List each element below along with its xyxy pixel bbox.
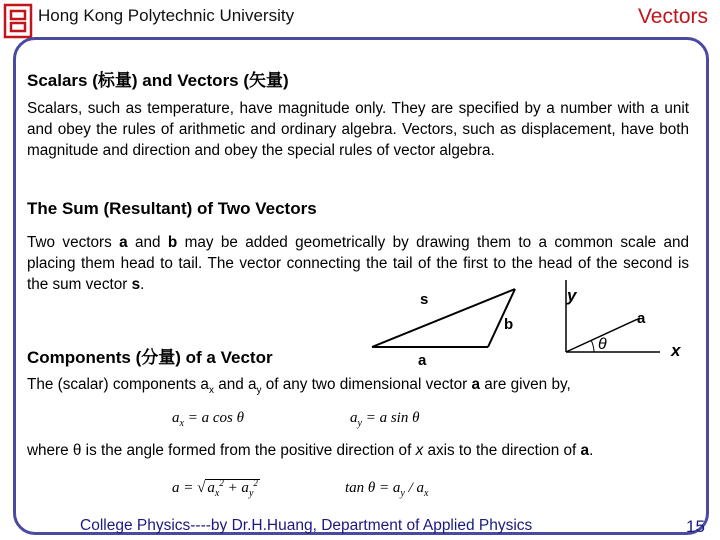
equation-ax: $a_x = a$ cos θ bbox=[172, 410, 244, 429]
equation-tan: $\tan \theta = a_y / a_x$ bbox=[345, 480, 429, 499]
section-title-components: Components (分量) of a Vector bbox=[27, 348, 273, 367]
section-body-scalars-vectors: Scalars, such as temperature, have magnitude only. They are specified by a number with a unit and obey the rules of arithmetic and ordinary algebra. Vectors, such as displacement, have both magnitude and direction and obey the special rules of vector algebra. bbox=[27, 100, 689, 159]
components-description: The (scalar) components $a_x$ and $a_y$ of any two dimensional vector a are given by, bbox=[27, 376, 571, 397]
university-name: Hong Kong Polytechnic University bbox=[38, 6, 295, 25]
angle-definition: where θ is the angle formed from the positive direction of x axis to the direction of a. bbox=[27, 442, 594, 459]
section-title-vector-sum: The Sum (Resultant) of Two Vectors bbox=[27, 199, 317, 218]
angle-theta-label: θ bbox=[598, 336, 607, 353]
footer-credit: College Physics----by Dr.H.Huang, Department of Applied Physics bbox=[80, 517, 533, 534]
equation-magnitude: a = √ $a_x^2 + a_y^2$ bbox=[172, 478, 258, 499]
axis-label-x: x bbox=[671, 341, 681, 360]
label-a-bottom: a bbox=[418, 352, 427, 369]
page-number: 15 bbox=[686, 517, 705, 536]
slide-topic: Vectors bbox=[637, 5, 708, 28]
section-title-scalars-vectors: Scalars (标量) and Vectors (矢量) bbox=[27, 71, 289, 90]
label-a-component: a bbox=[637, 310, 646, 327]
section-body-vector-sum: Two vectors a and b may be added geometrically by drawing them to a common scale and placing them head to tail. The vector connecting the tail of the first to the head of the second is the sum vector s. bbox=[27, 234, 690, 293]
label-b: b bbox=[504, 316, 514, 333]
label-s: s bbox=[420, 291, 429, 308]
equation-ay: $a_y = a$ sin θ bbox=[350, 410, 420, 429]
frame-top-gap bbox=[0, 0, 720, 40]
vector-sum-triangle-diagram bbox=[370, 285, 540, 370]
axis-label-y: y bbox=[567, 286, 577, 305]
